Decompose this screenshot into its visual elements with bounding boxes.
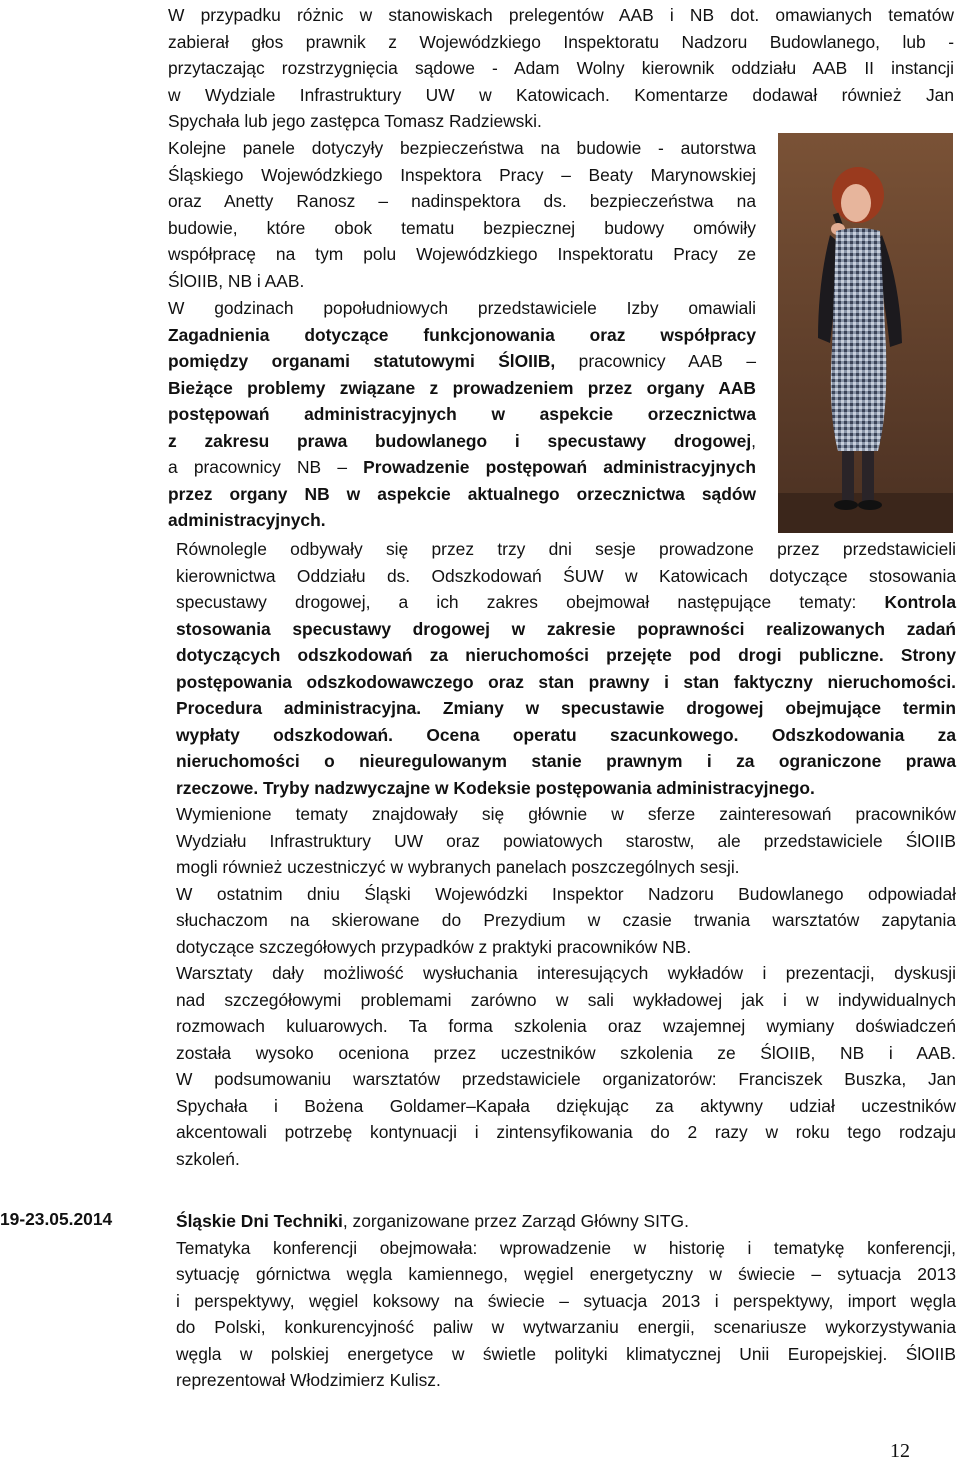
text-line: zabierał głos prawnik z Wojewódzkiego Inspektoratu Nadzoru Budowlanego, lub - bbox=[168, 31, 954, 52]
bold-text: Procedura administracyjna. Zmiany w specustawie drogowej obejmujące termin bbox=[176, 698, 956, 718]
text-line: Tematyka konferencji obejmowała: wprowadzenie w historię i tematykę konferencji, bbox=[176, 1237, 956, 1258]
text-line: W godzinach popołudniowych przedstawiciele Izby omawiali bbox=[168, 298, 756, 318]
text-line: rozmowach kuluarowych. Ta forma szkolenia oraz wzajemnej wymiany doświadczeń bbox=[176, 1016, 956, 1036]
text-line: współpracę na tym polu Wojewódzkiego Inspektoratu Pracy ze bbox=[168, 244, 756, 264]
plain-text: specustawy drogowej, a ich zakres obejmował następujące tematy: bbox=[176, 592, 885, 612]
text-line bbox=[168, 401, 756, 428]
text-line: W przypadku różnic w stanowiskach prelegentów AAB i NB dot. omawianych tematów bbox=[168, 5, 954, 25]
text-line bbox=[176, 722, 956, 749]
text-line: W podsumowaniu warsztatów przedstawiciele organizatorów: Franciszek Buszka, Jan bbox=[176, 1069, 956, 1089]
bold-text: Śląskie Dni Techniki bbox=[176, 1211, 343, 1231]
bold-text: wypłaty odszkodowań. Ocena operatu szacunkowego. Odszkodowania za bbox=[176, 724, 956, 745]
plain-text: , zorganizowane przez Zarząd Główny SITG. bbox=[342, 1211, 689, 1231]
text-line: szkoleń. bbox=[176, 1148, 240, 1169]
bold-text: Bieżące problemy związane z prowadzeniem przez organy AAB bbox=[168, 377, 756, 398]
text-line: Spychała i Bożena Goldamer–Kapała dziękując za aktywny udział uczestników bbox=[176, 1095, 956, 1116]
bold-text: pomiędzy organami statutowymi ŚlOIIB, bbox=[168, 351, 556, 371]
plain-text: a pracownicy NB – bbox=[168, 457, 364, 477]
bold-text: postępowań administracyjnych w aspekcie orzecznictwa bbox=[168, 404, 756, 424]
bold-text: nieruchomości o nieuregulowanym stanie prawnym i za ograniczone prawa bbox=[176, 751, 956, 771]
text-line: przytaczając rozstrzygnięcia sądowe - Adam Wolny kierownik oddziału AAB II instancji bbox=[168, 58, 954, 78]
text-line bbox=[176, 616, 956, 643]
text-line bbox=[168, 428, 756, 455]
plain-text: , bbox=[751, 430, 756, 451]
text-line bbox=[168, 507, 756, 534]
text-line bbox=[176, 775, 956, 802]
text-line: kierownictwa Oddziału ds. Odszkodowań ŚUW w Katowicach dotyczące stosowania bbox=[176, 565, 956, 586]
text-line bbox=[176, 1208, 956, 1235]
text-line: Warsztaty dały możliwość wysłuchania interesujących wykładów i prezentacji, dyskusji bbox=[176, 963, 956, 983]
bold-text: Kontrola bbox=[884, 592, 956, 612]
bold-text: Zagadnienia dotyczące funkcjonowania oraz współpracy bbox=[168, 324, 756, 345]
bold-text: Prowadzenie postępowań administracyjnych bbox=[363, 457, 756, 477]
text-line: W ostatnim dniu Śląski Wojewódzki Inspektor Nadzoru Budowlanego odpowiadał bbox=[176, 883, 956, 904]
event-date: 19-23.05.2014 bbox=[0, 1209, 113, 1229]
text-line: budowie, które obok tematu bezpiecznej budowy omówiły bbox=[168, 217, 756, 238]
bold-text: postępowania odszkodowawczego oraz stan prawny i stan faktyczny nieruchomości. bbox=[176, 671, 956, 692]
plain-text: pracownicy AAB – bbox=[555, 351, 756, 371]
text-line: mogli również uczestniczyć w wybranych panelach poszczególnych sesji. bbox=[176, 857, 740, 877]
text-line: została wysoko oceniona przez uczestników szkolenia ze ŚlOIIB, NB i AAB. bbox=[176, 1042, 956, 1063]
text-line: sytuację górnictwa węgla kamiennego, węgiel energetyczny w świecie – sytuacja 2013 bbox=[176, 1264, 956, 1284]
bold-text: z zakresu prawa budowlanego i specustawy drogowej bbox=[168, 430, 752, 451]
text-line bbox=[168, 348, 756, 375]
bold-text: stosowania specustawy drogowej w zakresie poprawności realizowanych zadań bbox=[176, 618, 956, 639]
page-number: 12 bbox=[890, 1440, 910, 1462]
bold-text: dotyczących odszkodowań za nieruchomości przejęte pod drogi publiczne. Strony bbox=[176, 645, 956, 665]
paragraph-safety-panels bbox=[168, 135, 756, 294]
text-line: nad szczegółowymi problemami zarówno w sali wykładowej jak i w indywidualnych bbox=[176, 989, 956, 1010]
bold-text: rzeczowe. Tryby nadzwyczajne w Kodeksie postępowania administracyjnego. bbox=[176, 777, 815, 798]
text-line bbox=[176, 669, 956, 696]
text-line: Równolegle odbywały się przez trzy dni sesje prowadzone przez przedstawicieli bbox=[176, 539, 956, 559]
text-line: Śląskiego Wojewódzkiego Inspektora Pracy – Beaty Marynowskiej bbox=[168, 164, 756, 185]
text-line bbox=[176, 642, 956, 669]
text-line bbox=[176, 695, 956, 722]
paragraph-afternoon-sessions bbox=[168, 295, 756, 534]
text-line bbox=[168, 375, 756, 402]
text-line bbox=[176, 748, 956, 775]
speaker-photo bbox=[778, 133, 953, 533]
text-line: Wydziału Infrastruktury UW oraz powiatowych starostw, ale przedstawiciele ŚlOIIB bbox=[176, 830, 956, 851]
text-line: Spychała lub jego zastępca Tomasz Radziewski. bbox=[168, 111, 542, 131]
text-line: węgla w polskiej energetyce w świetle polityki klimatycznej Unii Europejskiej. ŚlOIIB bbox=[176, 1343, 956, 1364]
speaker-photo-image bbox=[778, 133, 953, 533]
text-line: reprezentował Włodzimierz Kulisz. bbox=[176, 1370, 441, 1390]
text-line: ŚlOIIB, NB i AAB. bbox=[168, 270, 305, 291]
text-line: i perspektywy, węgiel koksowy na świecie – sytuacja 2013 i perspektywy, import węgla bbox=[176, 1290, 956, 1311]
text-line: oraz Anetty Ranosz – nadinspektora ds. bezpieczeństwa na bbox=[168, 191, 756, 211]
text-line: słuchaczom na skierowane do Prezydium w czasie trwania warsztatów zapytania bbox=[176, 910, 956, 930]
text-line: w Wydziale Infrastruktury UW w Katowicach. Komentarze dodawał również Jan bbox=[168, 84, 954, 105]
text-line: Kolejne panele dotyczyły bezpieczeństwa na budowie - autorstwa bbox=[168, 138, 756, 158]
bold-text: administracyjnych. bbox=[168, 510, 326, 530]
text-line: dotyczące szczegółowych przypadków z praktyki pracowników NB. bbox=[176, 936, 692, 957]
text-line bbox=[176, 589, 956, 616]
text-line bbox=[168, 481, 756, 508]
text-line bbox=[168, 322, 756, 349]
paragraph-parallel-sessions bbox=[176, 536, 956, 1172]
text-line bbox=[168, 454, 756, 481]
paragraph-lecturers bbox=[168, 2, 954, 135]
text-line: akcentowali potrzebę kontynuacji i zintensyfikowania do 2 razy w roku tego rodzaju bbox=[176, 1122, 956, 1142]
paragraph-technology-days bbox=[176, 1208, 956, 1394]
bold-text: przez organy NB w aspekcie aktualnego orzecznictwa sądów bbox=[168, 483, 756, 504]
text-line: do Polski, konkurencyjność paliw w wytwarzaniu energii, scenariusze wykorzystywania bbox=[176, 1317, 956, 1337]
text-line: Wymienione tematy znajdowały się głównie w sferze zainteresowań pracowników bbox=[176, 804, 956, 824]
